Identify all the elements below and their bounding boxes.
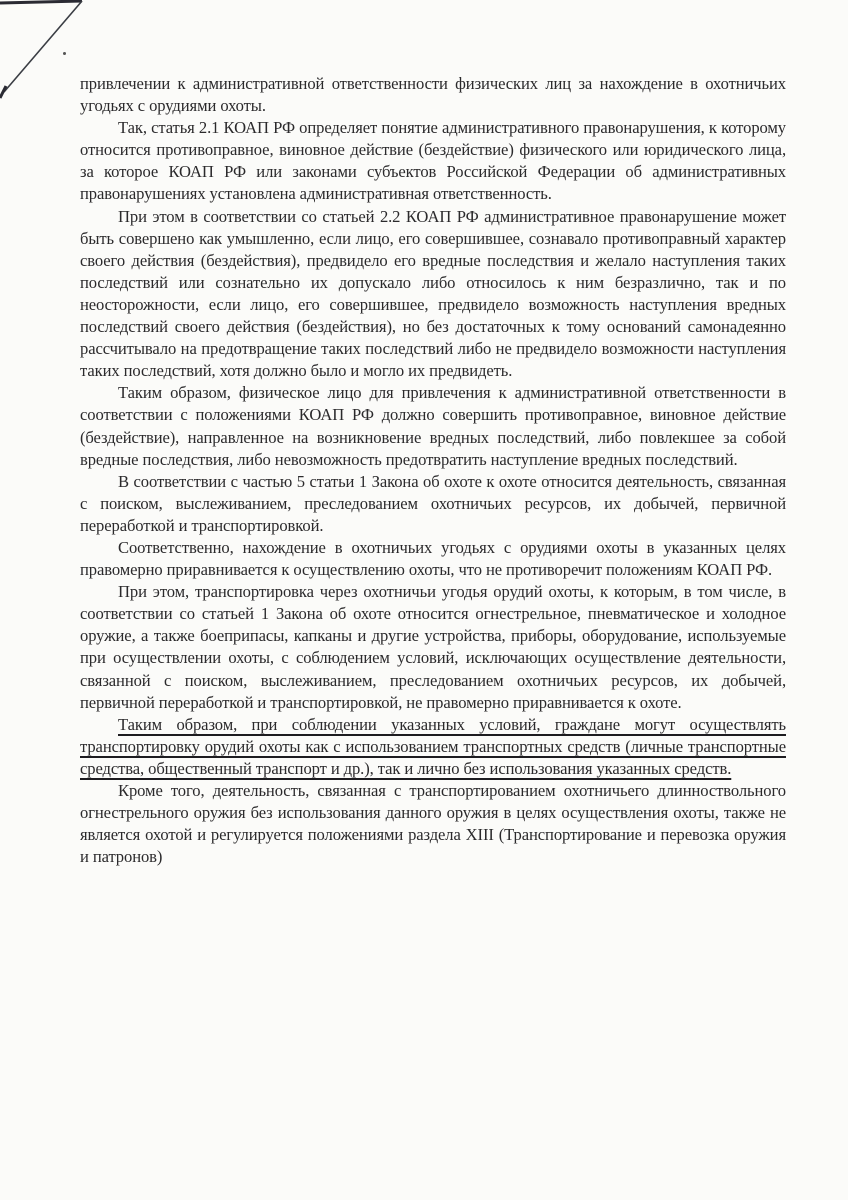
paragraph-hunting-grounds: Соответственно, нахождение в охотничьих угодьях с орудиями охоты в указанных целях правомерно приравнивается к осуществлению охоты, что не противоречит положениям КОАП РФ. bbox=[80, 537, 786, 580]
paragraph-transportation: При этом, транспортировка через охотничьи угодья орудий охоты, к которым, в том числе, в соответствии со статьей 1 Закона об охоте относится огнестрельное, пневматическое и холодное оружие, а также боеприпасы, капканы и другие устройства, приборы, оборудование, используемые при осуществлении охоты, с соблюдением условий, исключающих осуществление деятельности, связанной с поиском, выслеживанием, преследованием охотничьих ресурсов, их добычей, первичной переработкой и транспортировкой, не правомерно приравнивается к охоте. bbox=[80, 582, 786, 712]
paragraph-continuation: привлечении к административной ответственности физических лиц за нахождение в охотничьих угодьях с орудиями охоты. bbox=[80, 74, 786, 116]
paragraph-conclusion-liability: Таким образом, физическое лицо для привлечения к административной ответственности в соответствии с положениями КОАП РФ должно совершить противоправное, виновное действие (бездействие), направленное на возникновение вредных последствий, либо повлекшее за собой вредные последствия, либо невозможность предотвратить наступление вредных последствий. bbox=[80, 383, 786, 469]
document-body bbox=[80, 73, 786, 868]
paragraph-hunting-law-part-5: В соответствии с частью 5 статьи 1 Закона об охоте к охоте относится деятельность, связанная с поиском, выслеживанием, преследованием охотничьих ресурсов, их добычей, первичной переработкой и транспортировкой. bbox=[80, 471, 786, 535]
paragraph-section-xiii: Кроме того, деятельность, связанная с транспортированием охотничьего длинноствольного огнестрельного оружия без использования данного оружия в целях осуществления охоты, также не является охотой и регулируется положениями раздела XIII (Транспортирование и перевозка оружия и патронов) bbox=[80, 781, 786, 867]
paragraph-article-2-2: При этом в соответствии со статьей 2.2 КОАП РФ административное правонарушение может быть совершено как умышленно, если лицо, его совершившее, сознавало противоправный характер своего действия (бездействия), предвидело его вредные последствия и желало наступления таких последствий или сознательно их допускало либо относилось к ним безразлично, так и по неосторожности, если лицо, его совершившее, предвидело возможность наступления вредных последствий своего действия (бездействия), но без достаточных к тому оснований самонадеянно рассчитывало на предотвращение таких последствий либо не предвидело возможности наступления таких последствий, хотя должно было и могло их предвидеть. bbox=[80, 206, 786, 381]
pen-stroke-mark bbox=[0, 0, 90, 100]
paragraph-article-2-1: Так, статья 2.1 КОАП РФ определяет понятие административного правонарушения, к которому относится противоправное, виновное действие (бездействие) физического или юридического лица, за которое КОАП РФ или законами субъектов Российской Федерации об административных правонарушениях установлена административная ответственность. bbox=[80, 118, 786, 204]
underlined-text: Таким образом, при соблюдении указанных условий, граждане могут осуществлять транспортировку орудий охоты как с использованием транспортных средств (личные транспортные средства, общественный транспорт и др.), так и лично без использования указанных средств. bbox=[80, 714, 786, 778]
paragraph-underlined-conclusion bbox=[80, 714, 786, 780]
scan-speck bbox=[63, 52, 66, 55]
